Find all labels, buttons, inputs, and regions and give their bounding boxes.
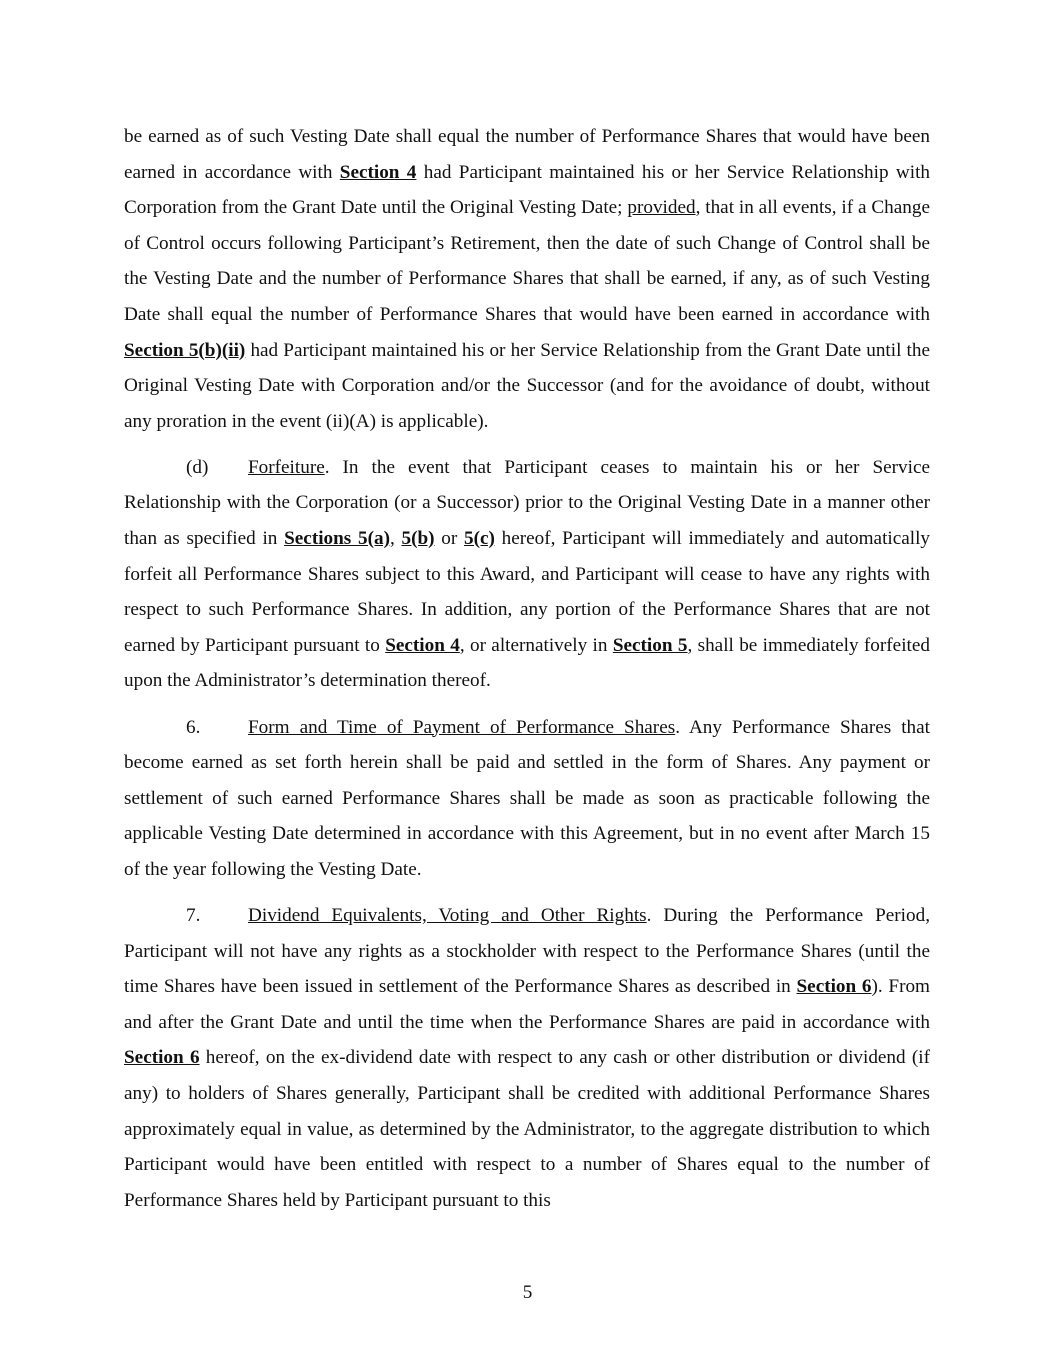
body-text-run: . Any Performance Shares that become earned as set forth herein shall be paid and settled in the form of Shares. Any payment or settlement of such earned Performance Shares shall be made as soon as practicable following the applicable Vesting Date determined in accordance with this Agreement, but in no event after March 15 of the year following the Vesting Date. (124, 716, 930, 880)
paragraph-section-6 (124, 710, 930, 888)
body-text-run: , or alternatively in (459, 634, 613, 656)
paragraph-section-7 (124, 898, 930, 1218)
body-text-run: , that in all events, if a Change of Control occurs following Participant’s Retirement, then the date of such Change of Control shall be the Vesting Date and the number of Performance Shares that shall be earned, if any, as of such Vesting Date shall equal the number of Performance Shares that would have been earned in accordance with (124, 197, 930, 325)
body-text-run: be earned as of such Vesting Date shall equal the number of Performance Shares that would have been earned in accordance with (124, 126, 930, 183)
paragraph-number: 6. (186, 716, 201, 738)
section-reference: Section 5 (612, 634, 688, 656)
paragraph-continuation (124, 119, 930, 439)
paragraph-number: (d) (186, 456, 209, 478)
section-reference: Section 5(b)(ii) (124, 339, 246, 361)
page-number: 5 (522, 1282, 533, 1303)
body-text-run: or (434, 528, 464, 550)
body-text-run: hereof, on the ex-dividend date with respect to any cash or other distribution or dividend (if any) to holders of Shares generally, Participant shall be credited with additional Performance Shares approximately equal in value, as determined by the Administrator, to the aggregate distribution to which Participant would have been entitled with respect to a number of Shares equal to the number of Performance Shares held by Participant pursuant to this (124, 1047, 930, 1211)
body-text-run: . In the event that Participant ceases to maintain his or her Service Relationship with the Corporation (or a Successor) prior to the Original Vesting Date in a manner other than as specified in (124, 456, 930, 550)
body-text-run: had Participant maintained his or her Service Relationship with Corporation from the Grant Date until the Original Vesting Date; (124, 161, 930, 219)
underlined-term: Dividend Equivalents, Voting and Other Rights (248, 904, 647, 926)
body-text-run: had Participant maintained his or her Service Relationship from the Grant Date until the Original Vesting Date with Corporation and/or the Successor (and for the avoidance of doubt, without any proration in the event (ii)(A) is applicable). (124, 339, 930, 432)
body-text-run: , (389, 528, 402, 550)
section-reference: Section 4 (385, 634, 460, 656)
section-reference: Section 6 (124, 1047, 200, 1069)
underlined-term: provided (627, 197, 696, 219)
paragraph-number: 7. (186, 904, 201, 926)
section-reference: 5(c) (463, 528, 495, 550)
underlined-term: Form and Time of Payment of Performance Shares (248, 716, 676, 738)
section-reference: Sections 5(a) (284, 528, 390, 550)
underlined-term: Forfeiture (248, 456, 325, 478)
body-text-run: . During the Performance Period, Participant will not have any rights as a stockholder with respect to the Performance Shares (until the time Shares have been issued in settlement of the Performance Shares as described in (124, 904, 930, 998)
section-reference: 5(b) (401, 528, 435, 550)
section-reference: Section 6 (796, 976, 872, 998)
document-body (124, 119, 930, 1229)
section-reference: Section 4 (339, 161, 417, 183)
body-text-run: , shall be immediately forfeited upon the Administrator’s determination thereof. (124, 634, 930, 692)
paragraph-forfeiture (124, 450, 930, 699)
body-text-run: hereof, Participant will immediately and automatically forfeit all Performance Shares subject to this Award, and Participant will cease to have any rights with respect to such Performance Shares. In addition, any portion of the Performance Shares that are not earned by Participant pursuant to (124, 528, 931, 656)
body-text-run: ). From and after the Grant Date and until the time when the Performance Shares are paid in accordance with (124, 976, 930, 1033)
